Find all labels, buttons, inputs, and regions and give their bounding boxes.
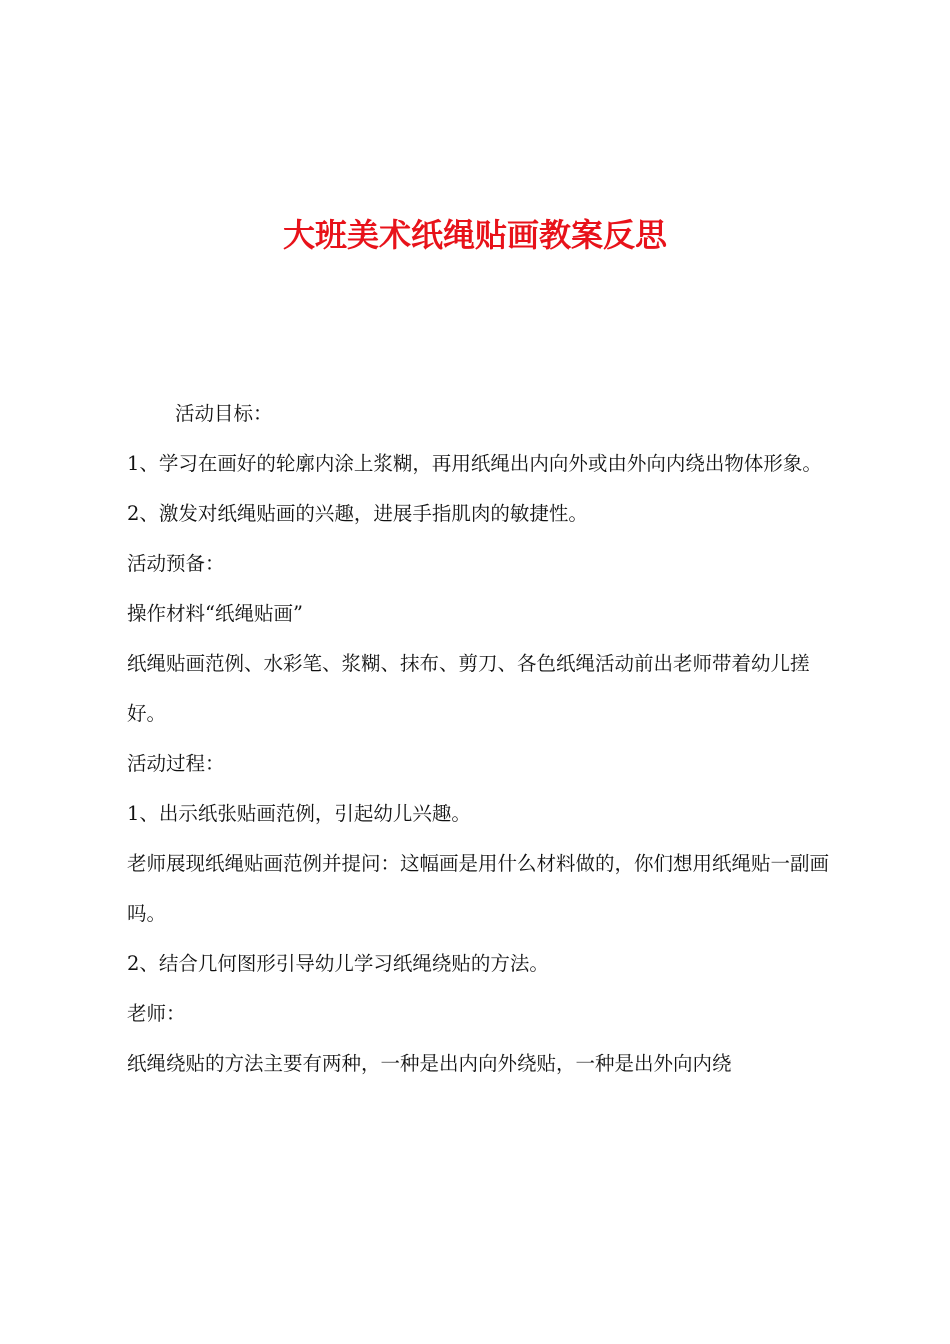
process-step-2: 2、结合几何图形引导幼儿学习纸绳绕贴的方法。	[127, 952, 549, 975]
goal-item-2: 2、激发对纸绳贴画的兴趣，进展手指肌肉的敏捷性。	[127, 502, 588, 525]
document-title: 大班美术纸绳贴画教案反思	[282, 216, 667, 254]
preparation-list: 纸绳贴画范例、水彩笔、浆糊、抹布、剪刀、各色纸绳活动前出老师带着幼儿搓好。	[127, 652, 810, 725]
preparation-material: 操作材料“纸绳贴画”	[127, 602, 303, 625]
teacher-label: 老师：	[127, 1002, 186, 1025]
goal-item-1: 1、学习在画好的轮廓内涂上浆糊，再用纸绳出内向外或由外向内绕出物体形象。	[127, 452, 822, 475]
process-step-1: 1、出示纸张贴画范例，引起幼儿兴趣。	[127, 802, 471, 825]
process-step-2-detail: 纸绳绕贴的方法主要有两种，一种是出内向外绕贴，一种是出外向内绕	[127, 1052, 732, 1075]
section-heading-preparation: 活动预备：	[127, 552, 225, 575]
process-step-1-detail: 老师展现纸绳贴画范例并提问：这幅画是用什么材料做的，你们想用纸绳贴一副画吗。	[127, 852, 830, 925]
section-heading-process: 活动过程：	[127, 752, 225, 775]
section-heading-goals: 活动目标：	[175, 402, 273, 425]
document-body	[127, 389, 837, 1089]
